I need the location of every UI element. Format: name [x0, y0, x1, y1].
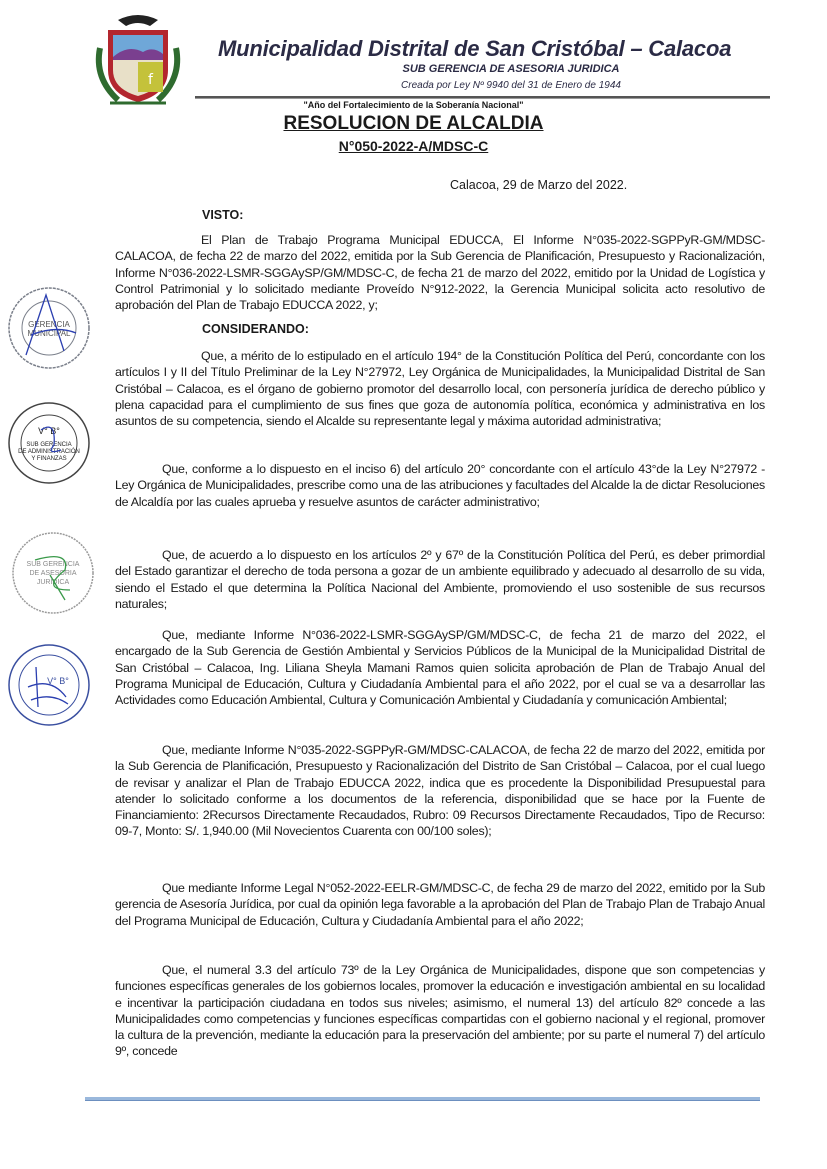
stamp-gerencia-municipal — [6, 285, 92, 376]
considerando-heading: CONSIDERANDO: — [202, 322, 309, 336]
svg-text:MUNICIPAL: MUNICIPAL — [27, 329, 71, 338]
paragraph: Que, conforme a lo dispuesto en el inciso 6) del artículo 20° concordante con el artículo 43°de la Ley N°27972 - Ley Orgánica de Municipalidades, prescribe como una de las atribuciones y facultades del Alcalde la de dictar Resoluciones de Alcaldía por las cuales aprueba y resuelve asuntos de carácter administrativo; — [115, 462, 765, 509]
svg-text:DE ASESORIA: DE ASESORIA — [29, 570, 77, 577]
paragraph: Que, de acuerdo a lo dispuesto en los artículos 2º y 67º de la Constitución Política del Perú, es deber primordial del Estado garantizar el derecho de toda persona a gozar de un ambiente equilibrado y adecuado al desarrollo de su vida, siendo el Estado el que determina la Política Nacional del Ambiente, promoviendo el uso sostenible de sus recursos naturales; — [115, 548, 765, 611]
svg-text:V° B°: V° B° — [47, 676, 69, 686]
footer-rule — [85, 1097, 760, 1101]
svg-text:SUB GERENCIA: SUB GERENCIA — [26, 561, 80, 568]
svg-text:SUB GERENCIA: SUB GERENCIA — [26, 442, 72, 448]
department-name: SUB GERENCIA DE ASESORIA JURIDICA — [402, 63, 620, 75]
creation-law: Creada por Ley Nº 9940 del 31 de Enero de 1944 — [401, 80, 621, 91]
institution-name: Municipalidad Distrital de San Cristóbal – Calacoa — [218, 36, 732, 61]
municipal-logo — [88, 8, 188, 108]
paragraph: Que, mediante Informe N°036-2022-LSMR-SGGAySP/GM/MDSC-C, de fecha 21 de marzo del 2022, el encargado de la Sub Gerencia de Gestión Ambiental y Servicios Públicos de la Municipal de la Municipalidad Distrital de San Cristóbal – Calacoa, Ing. Liliana Sheyla Mamani Ramos quien solicita aprobación de Plan de Trabajo Anual del Programa Municipal de Educación, Cultura y Ciudadanía Ambiental para el año 2022, por el cual se va a desarrollar las Actividades como Educación Ambiental, Cultura y Comunicación Ambiental y Ciudadanía y comunicación Ambiental; — [115, 628, 765, 708]
paragraph: Que, a mérito de lo estipulado en el artículo 194° de la Constitución Política del Perú, concordante con los artículos I y II del Título Preliminar de la Ley N°27972, Ley Orgánica de Municipalidades, la Municipalidad Distrital de San Cristóbal – Calacoa, es el órgano de gobierno promotor del desarrollo local, con personería jurídica de derecho público y plena capacidad para el cumplimiento de sus fines que goza de autonomía política, económica y administrativa en los asuntos de su competencia, siendo el Alcalde su representante legal y máxima autoridad administrativa; — [115, 349, 765, 429]
paragraph-visto: El Plan de Trabajo Programa Municipal EDUCCA, El Informe N°035-2022-SGPPyR-GM/MDSC-CALACOA, de fecha 22 de marzo del 2022, emitida por la Sub Gerencia de Planificación, Presupuesto y Racionalización, Informe N°036-2022-LSMR-SGGAySP/GM/MDSC-C, de fecha 21 de marzo del 2022, emitido por la Unidad de Logística y Control Patrimonial y lo solicitado mediante Proveído N°912-2022, la Gerencia Municipal solicita acto resolutivo de aprobación del Plan de Trabajo EDUCCA 2022, y; — [115, 233, 765, 313]
svg-text:DE ADMINISTRACIÓN: DE ADMINISTRACIÓN — [18, 449, 80, 455]
stamp-administracion-finanzas — [6, 400, 92, 491]
svg-text:JURIDICA: JURIDICA — [36, 579, 70, 586]
svg-text:Y FINANZAS: Y FINANZAS — [31, 456, 67, 462]
paragraph: Que, el numeral 3.3 del artículo 73º de la Ley Orgánica de Municipalidades, dispone que son competencias y funciones específicas generales de los gobiernos locales, promover la educación e investigación ambiental en su localidad e incentivar la participación ciudadana en todos sus niveles; asimismo, el numeral 13) del artículo 82º concede a las Municipalidades como competencias y funciones específicas compartidas con el gobierno nacional y el regional, promover la cultura de la prevención, mediante la educación para la preservación del ambiente; por su parte el numeral 7) del artículo 9º, concede — [115, 963, 765, 1059]
header-divider — [195, 96, 770, 99]
svg-text:GERENCIA: GERENCIA — [28, 320, 70, 329]
year-motto: "Año del Fortalecimiento de la Soberanía Nacional" — [303, 100, 524, 110]
document-date: Calacoa, 29 de Marzo del 2022. — [450, 178, 628, 192]
stamp-asesoria-juridica — [10, 530, 96, 621]
visto-heading: VISTO: — [202, 208, 244, 222]
document-title: RESOLUCION DE ALCALDIA — [283, 113, 544, 134]
document-number: N°050-2022-A/MDSC-C — [338, 138, 489, 154]
paragraph: Que mediante Informe Legal N°052-2022-EELR-GM/MDSC-C, de fecha 29 de marzo del 2022, emitido por la Sub gerencia de Asesoría Jurídica, por cual da opinión lega favorable a la aprobación del Plan de Trabajo Plan de Trabajo Anual del Programa Municipal de Educación, Cultura y Ciudadanía Ambiental para el año 2022; — [115, 881, 765, 928]
stamp-visto-bueno — [6, 642, 92, 733]
svg-text:V° B°: V° B° — [38, 426, 60, 436]
paragraph: Que, mediante Informe N°035-2022-SGPPyR-GM/MDSC-CALACOA, de fecha 22 de marzo del 2022, emitida por la Sub Gerencia de Planificación, Presupuesto y Racionalización del Distrito de San Cristóbal – Calacoa, por el cual luego de revisar y analizar el Plan de Trabajo EDUCCA 2022, indica que es procedente la Disponibilidad Presupuestal para atender lo solicitado conforme a los documentos de la referencia, disponibilidad que se hace por la Fuente de Financiamiento: 2Recursos Directamente Recaudados, Rubro: 09 Recursos Directamente Recaudados, Tipo de Recurso: 09-7, Monto: S/. 1,940.00 (Mil Novecientos Cuarenta con 00/100 soles); — [115, 743, 765, 839]
svg-text:f: f — [148, 72, 153, 88]
